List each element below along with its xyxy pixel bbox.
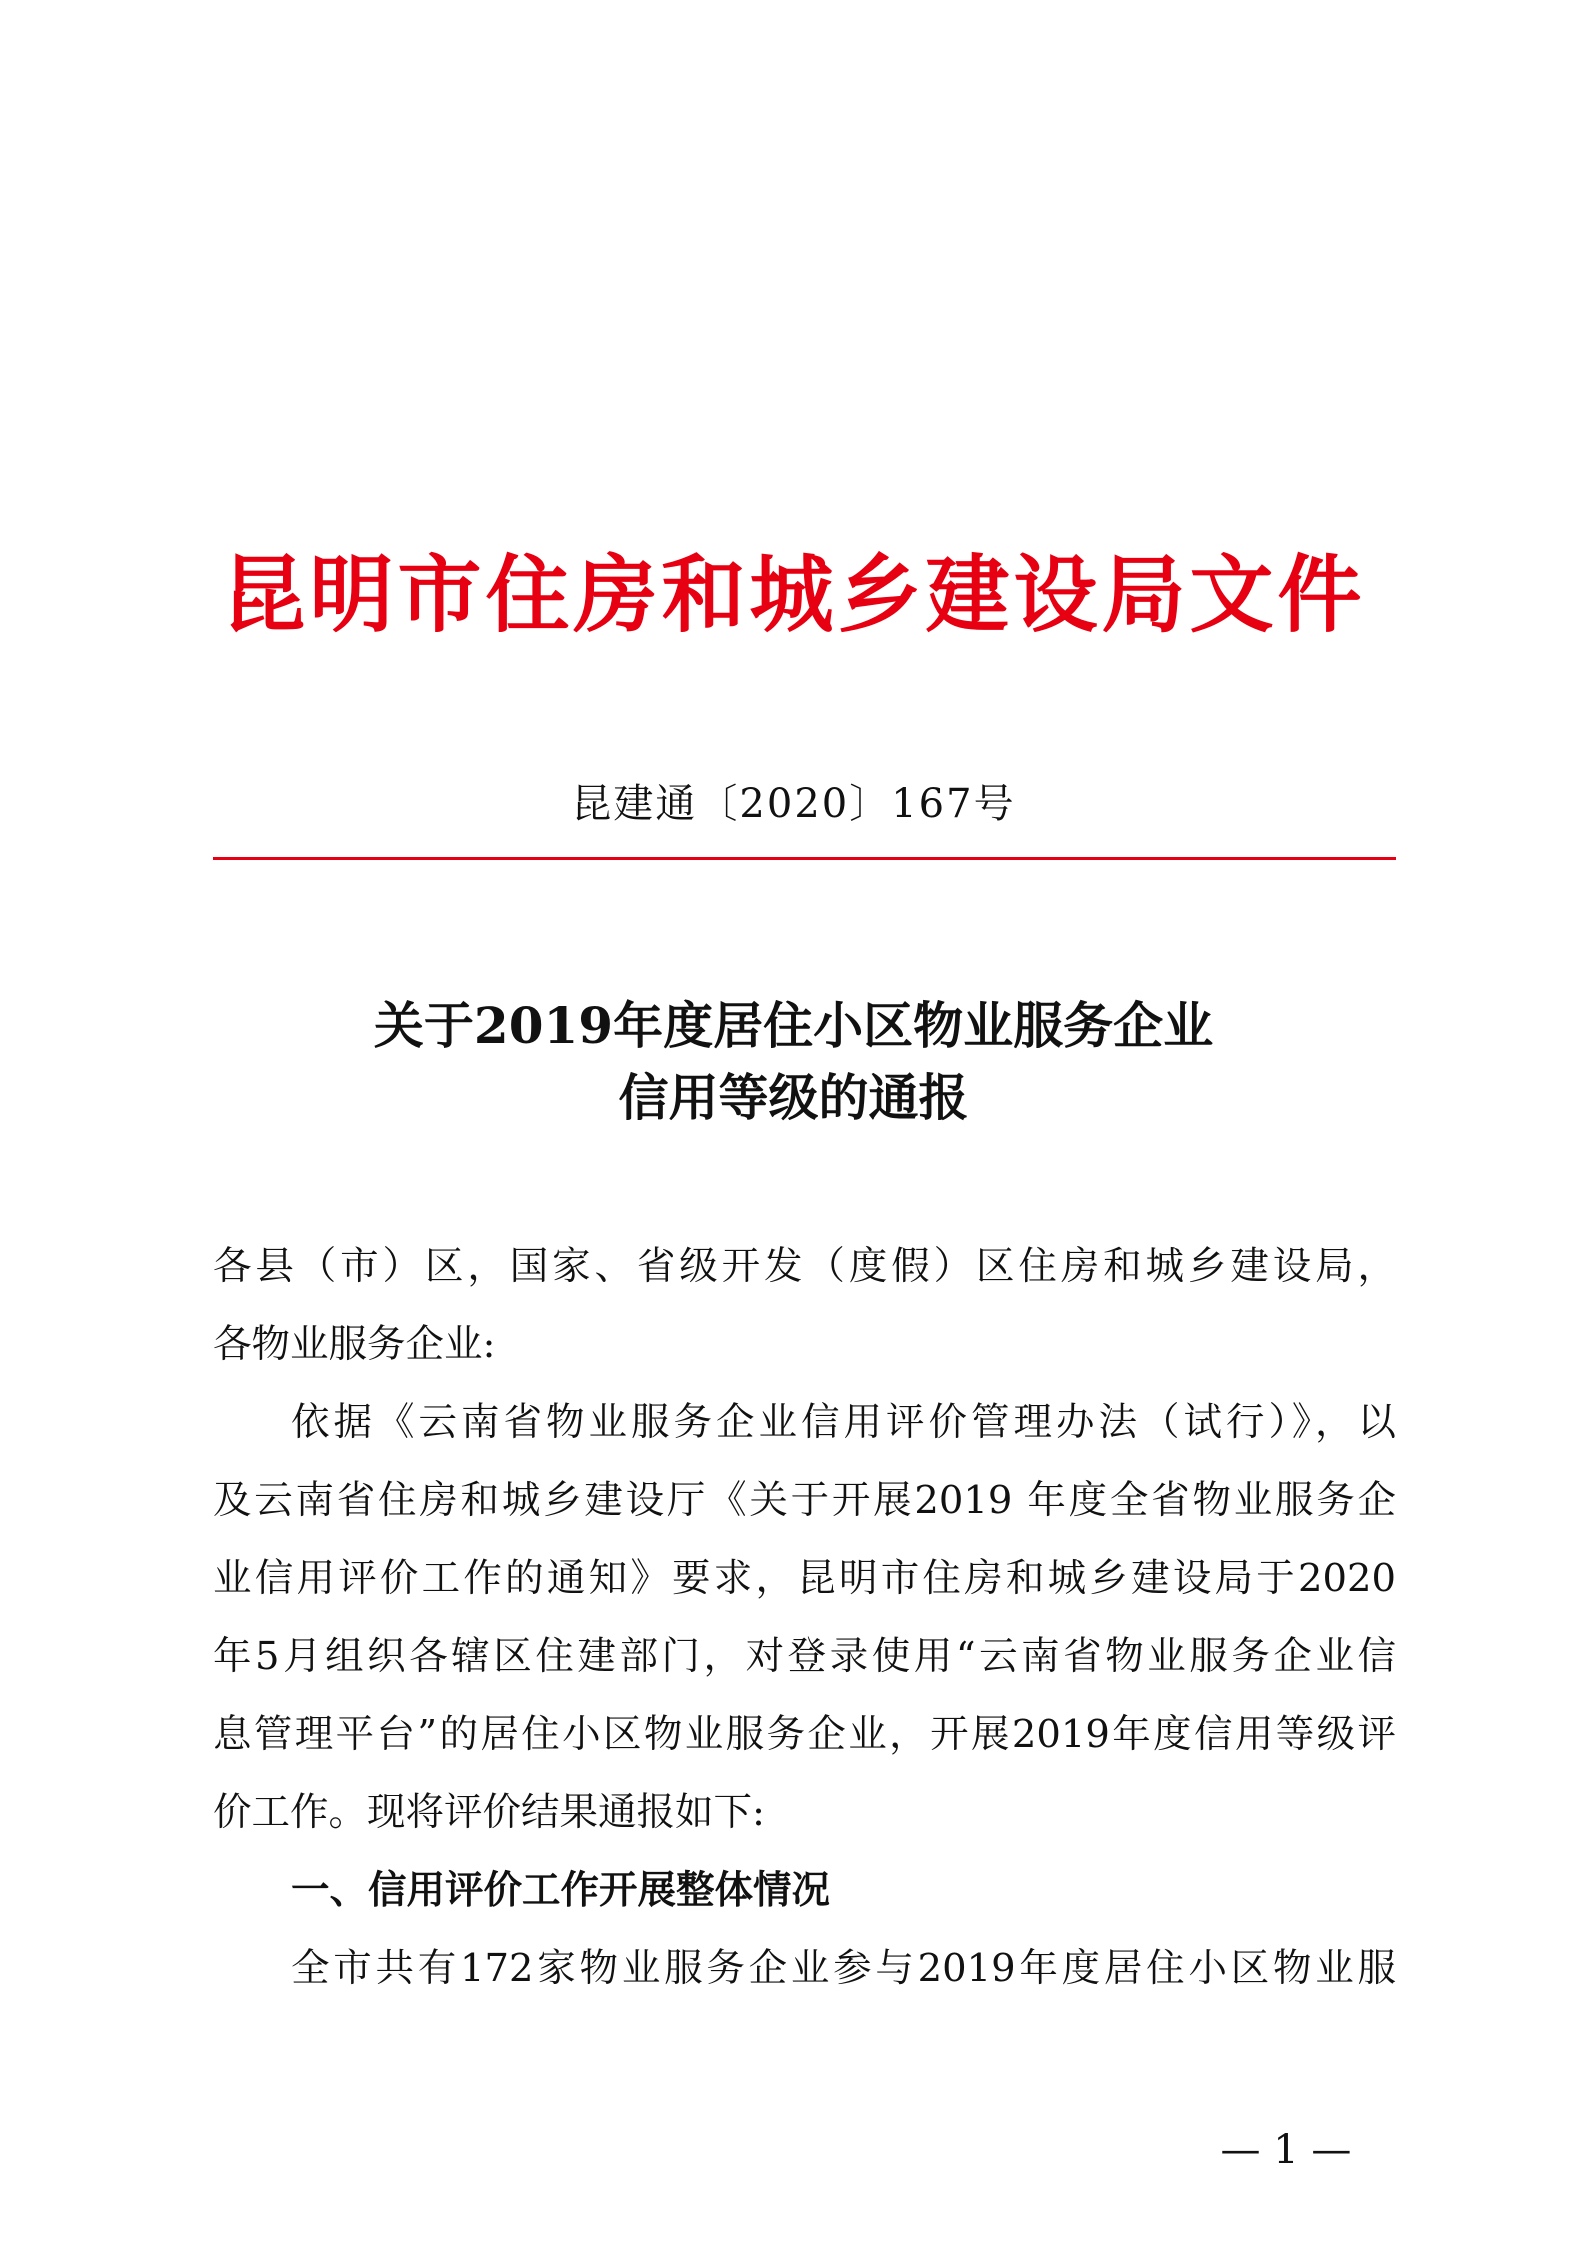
paragraph-basis-line-3: 业信用评价工作的通知》要求，昆明市住房和城乡建设局于2020 [213, 1556, 1396, 1601]
title-line-2: 信用等级的通报 [618, 1068, 969, 1127]
paragraph-basis-line-5: 息管理平台”的居住小区物业服务企业，开展2019年度信用等级评 [213, 1712, 1396, 1757]
document-number: 昆建通〔2020〕167号 [571, 781, 1016, 827]
paragraph-basis-line-4: 年5月组织各辖区住建部门，对登录使用“云南省物业服务企业信 [213, 1634, 1396, 1679]
paragraph-basis-line-2: 及云南省住房和城乡建设厅《关于开展2019 年度全省物业服务企 [213, 1478, 1396, 1523]
addressee [213, 1228, 1396, 1384]
paragraph-basis-line-6: 价工作。现将评价结果通报如下: [213, 1790, 765, 1835]
paragraph-basis [213, 1384, 1396, 1852]
document-title [150, 990, 1437, 1134]
section-heading-1: 一、信用评价工作开展整体情况 [291, 1868, 831, 1913]
addressee-line-1: 各县（市）区，国家、省级开发（度假）区住房和城乡建设局， [213, 1244, 1396, 1289]
page-number: — 1 — [1220, 2127, 1352, 2173]
masthead-title: 昆明市住房和城乡建设局文件 [221, 545, 1366, 644]
paragraph-overview-line-1: 全市共有172家物业服务企业参与2019年度居住小区物业服 [291, 1946, 1396, 1991]
red-divider-line [213, 857, 1396, 860]
paragraph-overview [213, 1930, 1396, 2008]
paragraph-basis-line-1: 依据《云南省物业服务企业信用评价管理办法（试行）》，以 [291, 1400, 1396, 1445]
document-body [213, 1228, 1396, 2008]
title-line-1: 关于2019年度居住小区物业服务企业 [373, 996, 1214, 1055]
addressee-line-2: 各物业服务企业: [213, 1322, 496, 1367]
